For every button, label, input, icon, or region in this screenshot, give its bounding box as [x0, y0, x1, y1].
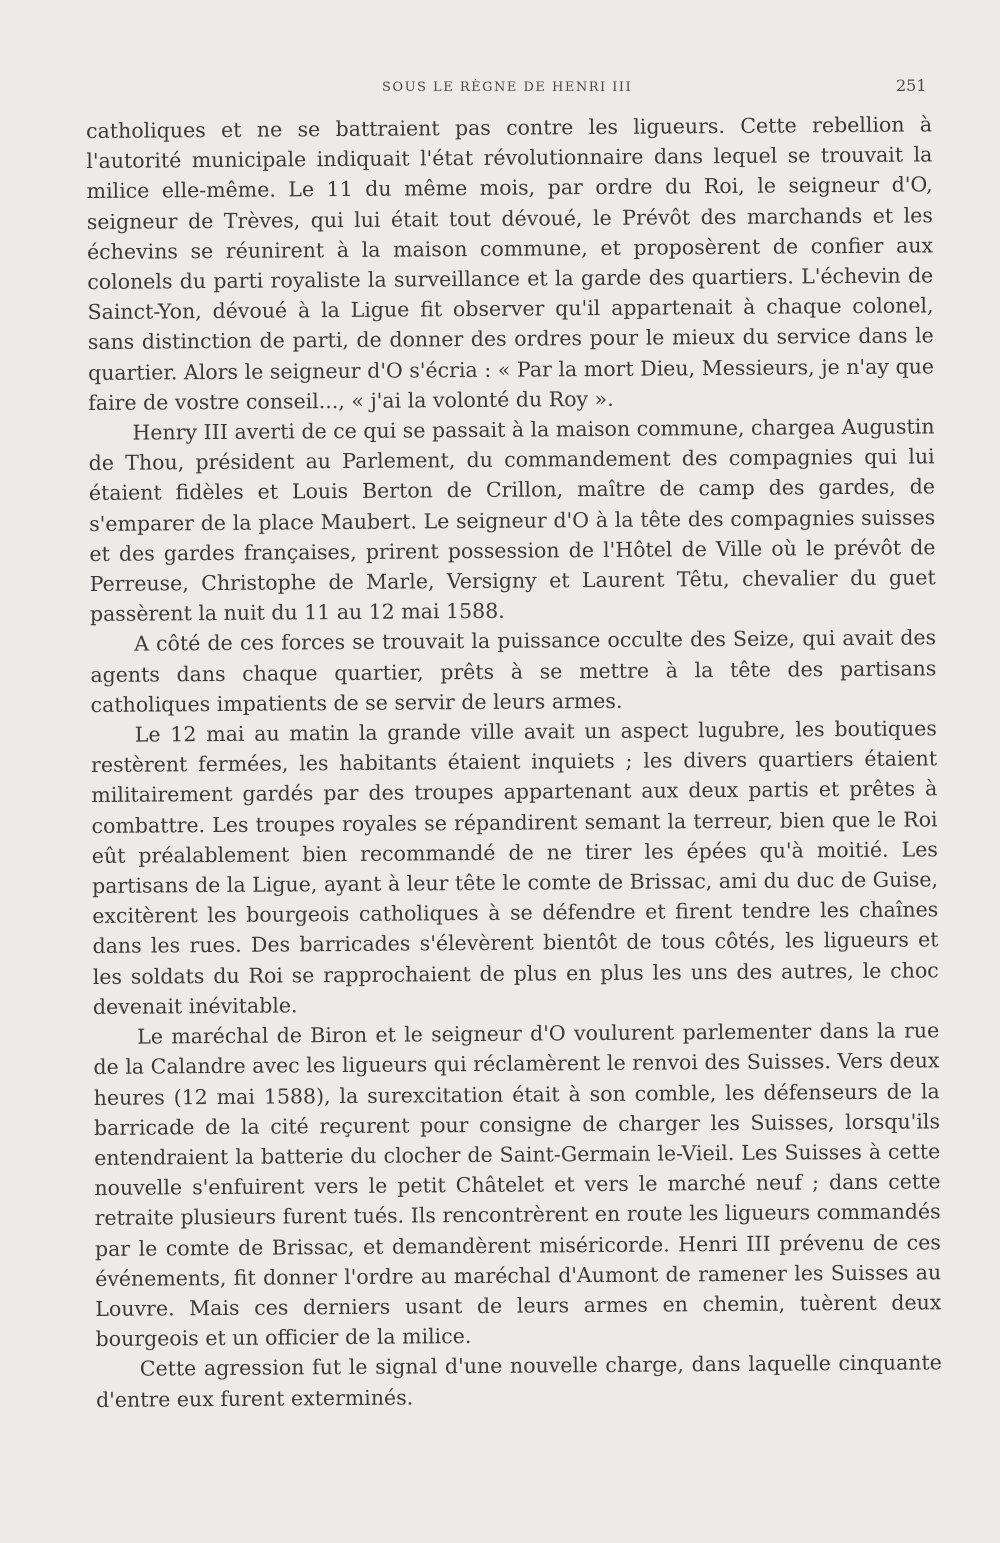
- paragraph: A côté de ces forces se trouvait la puissance occulte des Seize, qui avait des agents dans chaque quartier, prêts à se mettre à la tête des partisans catholiques impatients de se servir de leurs armes.: [90, 625, 937, 717]
- paragraph: catholiques et ne se battraient pas contre les ligueurs. Cette rebellion à l'autorité municipale indiquait l'état révolutionnaire dans lequel se trouvait la milice elle-même. Le 11 du même mois, par ordre du Roi, le seigneur d'O, seigneur de Trèves, qui lui était tout dévoué, le Prévôt des marchands et les échevins se réunirent à la maison commune, et proposèrent de confier aux colonels du parti royaliste la surveillance et la garde des quartiers. L'échevin de Sainct-Yon, dévoué à la Ligue fit observer qu'il appartenait à chaque colonel, sans distinction de parti, de donner des ordres pour le mieux du service dans le quartier. Alors le seigneur d'O s'écria : « Par la mort Dieu, Messieurs, je n'ay que faire de vostre conseil..., « j'ai la volonté du Roy ».: [86, 112, 935, 415]
- body-text: [86, 109, 942, 1414]
- paragraph: Le maréchal de Biron et le seigneur d'O voulurent parlementer dans la rue de la Calandre avec les ligueurs qui réclamèrent le renvoi des Suisses. Vers deux heures (12 mai 1588), la surexcitation était à son comble, les défenseurs de la barricade de la cité reçurent pour consigne de charger les Suisses, lorsqu'ils entendraient la batterie du clocher de Saint-Germain le-Vieil. Les Suisses à cette nouvelle s'enfuirent vers le petit Châtelet et vers le marché neuf ; dans cette retraite plusieurs furent tués. Ils rencontrèrent en route les ligueurs commandés par le comte de Brissac, et demandèrent miséricorde. Henri III prévenu de ces événements, fit donner l'ordre au maréchal d'Aumont de ramener les Suisses au Louvre. Mais ces derniers usant de leurs armes en chemin, tuèrent deux bourgeois et un officier de la milice.: [93, 1018, 942, 1352]
- paragraph: Cette agression fut le signal d'une nouvelle charge, dans laquelle cinquante d'entre eux furent exterminés.: [95, 1350, 942, 1412]
- running-title: SOUS LE RÈGNE DE HENRI III: [382, 80, 633, 95]
- paragraph: Henry III averti de ce qui se passait à la maison commune, chargea Augustin de Thou, président au Parlement, du commandement des compagnies qui lui étaient fidèles et Louis Berton de Crillon, maître de camp des gardes, de s'emparer de la place Maubert. Le seigneur d'O à la tête des compagnies suisses et des gardes françaises, prirent possession de l'Hôtel de Ville où le prévôt de Perreuse, Christophe de Marle, Versigny et Laurent Têtu, chevalier du guet passèrent la nuit du 11 au 12 mai 1588.: [88, 414, 936, 627]
- paragraph: Le 12 mai au matin la grande ville avait un aspect lugubre, les boutiques restèrent fermées, les habitants étaient inquiets ; les divers quartiers étaient militairement gardés par des troupes appartenant aux deux partis et prêtes à combattre. Les troupes royales se répandirent semant la terreur, bien que le Roi eût préalablement bien recommandé de ne tirer les épées qu'à moitié. Les partisans de la Ligue, ayant à leur tête le comte de Brissac, ami du duc de Guise, excitèrent les bourgeois catholiques à se défendre et firent tendre les chaînes dans les rues. Des barricades s'élevèrent bientôt de tous côtés, les ligueurs et les soldats du Roi se rapprochaient de plus en plus les uns des autres, le choc devenait inévitable.: [91, 716, 939, 1019]
- running-head: [0, 76, 1000, 104]
- page-number: 251: [896, 76, 927, 95]
